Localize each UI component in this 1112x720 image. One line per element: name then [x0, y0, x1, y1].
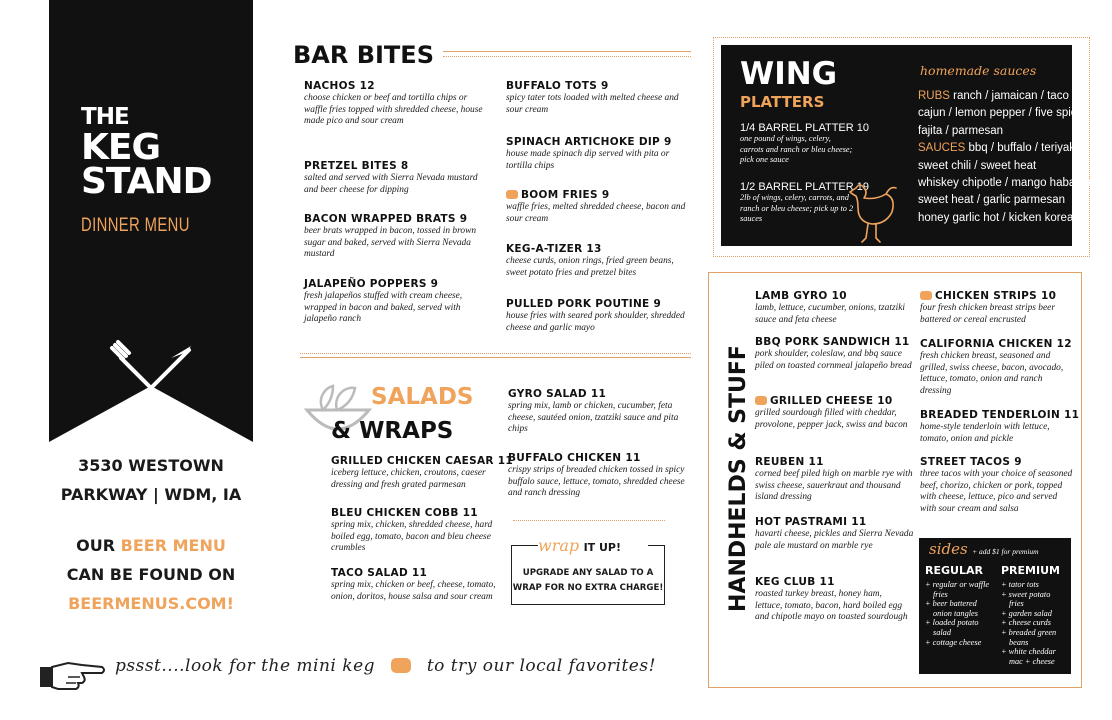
side-item: + cottage cheese [925, 637, 982, 647]
handhelds-heading: HANDHELDS & STUFF [726, 345, 751, 612]
salads-heading: SALADS [371, 384, 474, 410]
bar-bites-rule-dotted [443, 56, 691, 57]
menu-item [508, 452, 688, 500]
brand-banner [49, 0, 253, 442]
side-item: fries [1009, 599, 1024, 609]
sauce-line: whiskey chipotle / mango habanero [918, 177, 1099, 190]
platter-item [740, 181, 869, 225]
item-title: KEG CLUB 11 [755, 576, 835, 588]
item-desc: waffle fries, melted shredded cheese, bacon and sour cream [506, 202, 686, 224]
side-item: fries [933, 589, 948, 599]
item-desc: lamb, lettuce, cucumber, onions, tzatziki sauce and feta cheese [755, 303, 905, 325]
item-desc: house fries with seared pork shoulder, shredded cheese and garlic mayo [506, 311, 685, 333]
platter-title: 1/2 BARREL PLATTER 19 [740, 181, 869, 193]
platter-item [740, 122, 869, 166]
premium-list [1001, 580, 1069, 666]
item-title-text: BOOM FRIES 9 [521, 189, 610, 201]
item-title: BLEU CHICKEN COBB 11 [331, 507, 478, 519]
address [49, 451, 253, 509]
item-title: PULLED PORK POUTINE 9 [506, 298, 662, 310]
item-title: REUBEN 11 [755, 456, 824, 468]
mini-keg-icon [506, 190, 518, 199]
side-item: + cheese curds [1001, 618, 1051, 628]
platter-desc: one pound of wings, celery, carrots and ranch or bleu cheese; pick one sauce [740, 134, 853, 164]
item-title: GYRO SALAD 11 [508, 388, 607, 400]
item-title: STREET TACOS 9 [920, 456, 1022, 468]
item-title [920, 290, 1075, 303]
menu-item [506, 243, 686, 279]
sauce-line: sweet heat / garlic parmesan [918, 194, 1066, 207]
item-title [755, 395, 915, 408]
wrap-divider [513, 520, 665, 521]
menu-item [506, 80, 686, 116]
address-line1: 3530 WESTOWN [78, 456, 224, 475]
sauce-line [918, 88, 1098, 105]
side-item: + regular or waffle [925, 580, 990, 589]
side-item: onion tangles [933, 608, 978, 618]
item-desc: beer brats wrapped in bacon, tossed in brown sugar and baked, served with Sierra Nevada mustard [304, 226, 477, 260]
item-desc: spring mix, chicken or beef, cheese, tomato, onion, doritos, house salsa and sour cream [331, 580, 496, 602]
item-title: PRETZEL BITES 8 [304, 160, 409, 172]
regular-heading: REGULAR [925, 564, 983, 577]
side-item: + sweet potato [1001, 589, 1051, 599]
mini-keg-icon [391, 658, 411, 673]
menu-item [304, 80, 484, 128]
side-item: mac + cheese [1009, 656, 1055, 666]
item-desc: crispy strips of breaded chicken tossed in spicy buffalo sauce, lettuce, tomato, shredded cheese and ranch dressing [508, 465, 685, 499]
menu-item [920, 290, 1075, 326]
item-desc: corned beef piled high on marble rye with swiss cheese, sauerkraut and thousand island dressing [755, 469, 913, 503]
sauce-line: honey garlic hot / kicken korean [918, 211, 1080, 224]
item-title-text: CHICKEN STRIPS 10 [935, 290, 1057, 302]
sauce-line: cajun / lemon pepper / five spice [918, 107, 1083, 120]
menu-item [506, 189, 686, 225]
item-desc: grilled sourdough filled with cheddar, provolone, pepper jack, swiss and bacon [755, 408, 908, 430]
sauce-line: sweet chili / sweet heat [918, 159, 1037, 172]
item-title: SPINACH ARTICHOKE DIP 9 [506, 136, 672, 148]
bar-bites-heading: BAR BITES [293, 41, 434, 69]
item-desc: iceberg lettuce, chicken, croutons, caeser dressing and fresh grated parmesan [331, 468, 486, 490]
beer-menu-note [49, 531, 253, 618]
item-desc: fresh jalapeños stuffed with cream cheese, wrapped in bacon and baked, served with jalapeño ranch [304, 291, 463, 325]
sauce-line-text: bbq / buffalo / teriyaki [968, 142, 1078, 155]
sauces-label: SAUCES [918, 142, 966, 155]
menu-item [920, 456, 1075, 515]
item-title: BREADED TENDERLOIN 11 [920, 409, 1080, 421]
item-title [506, 189, 686, 202]
wrap-text [511, 566, 665, 596]
item-title: TACO SALAD 11 [331, 567, 428, 579]
rubs-label: RUBS [918, 90, 950, 102]
menu-item [755, 336, 915, 372]
wrap-title-text: IT UP! [583, 541, 622, 554]
item-desc: spring mix, chicken, shredded cheese, hard boiled egg, tomato, bacon and bleu cheese crumbles [331, 520, 493, 554]
menu-subtitle: DINNER MENU [81, 215, 190, 236]
item-title: GRILLED CHICKEN CAESAR 11 [331, 455, 513, 467]
footer-note-a: pssst....look for the mini keg [115, 656, 376, 676]
menu-item [331, 567, 501, 603]
item-desc: four fresh chicken breast strips beer battered or cereal encrusted [920, 303, 1055, 325]
sides-note: + add $1 for premium [972, 547, 1039, 556]
item-desc: three tacos with your choice of seasoned beef, chorizo, chicken or pork, topped with cheese, lettuce, pico and served with sour cream and salsa [920, 469, 1073, 514]
sauce-list [918, 88, 1098, 227]
beer-menu-line1 [49, 531, 253, 560]
sides-title: sides [929, 540, 968, 558]
menu-item [304, 213, 484, 261]
beer-menu-line1-a: OUR [76, 536, 121, 555]
item-title-text: GRILLED CHEESE 10 [770, 395, 893, 407]
sauce-line-text: ranch / jamaican / taco [953, 90, 1069, 102]
section-divider [300, 353, 691, 354]
platter-desc: 2lb of wings, celery, carrots, and ranch or bleu cheese; pick up to 2 sauces [740, 193, 854, 223]
brand-stand: STAND [81, 161, 212, 202]
menu-item [755, 290, 915, 326]
brand-the: THE [81, 104, 129, 130]
wrap-title [538, 536, 648, 554]
menu-item [920, 409, 1080, 445]
menu-item [755, 516, 915, 552]
beer-menu-line2: CAN BE FOUND ON [66, 565, 236, 584]
footer-note [115, 656, 656, 676]
item-title: BUFFALO TOTS 9 [506, 80, 609, 92]
sides-header [929, 540, 1039, 559]
item-desc: roasted turkey breast, honey ham, lettuce, tomato, bacon, hard boiled egg and chipotle mayo on toasted sourdough [755, 589, 908, 623]
side-item: + garden salad [1001, 608, 1052, 618]
item-desc: house made spinach dip served with pita or tortilla chips [506, 149, 670, 171]
wrap-line2: WRAP FOR NO EXTRA CHARGE! [512, 583, 664, 593]
pointing-hand-icon [38, 655, 106, 695]
menu-item [304, 278, 484, 326]
item-title: JALAPEÑO POPPERS 9 [304, 278, 439, 290]
menu-item [506, 298, 686, 334]
brand-keg: KEG [81, 127, 161, 168]
platter-title: 1/4 BARREL PLATTER 10 [740, 122, 869, 134]
item-title: BUFFALO CHICKEN 11 [508, 452, 641, 464]
side-item: + white cheddar [1001, 647, 1056, 657]
wrap-line1: UPGRADE ANY SALAD TO A [522, 568, 654, 578]
regular-list [925, 580, 997, 647]
sides-box [919, 538, 1071, 674]
address-line2: PARKWAY | WDM, IA [60, 485, 242, 504]
side-item: beans [1009, 637, 1029, 647]
menu-item [755, 576, 910, 624]
premium-heading: PREMIUM [1001, 564, 1060, 577]
bar-bites-rule [443, 51, 691, 52]
side-item: + tator tots [1001, 580, 1039, 589]
item-title: BBQ PORK SANDWICH 11 [755, 336, 910, 348]
side-item: salad [933, 627, 951, 637]
mini-keg-icon [920, 291, 932, 300]
item-title: NACHOS 12 [304, 80, 375, 92]
beer-menu-url[interactable]: BEERMENUS.COM! [68, 594, 234, 613]
side-item: + loaded potato [925, 618, 979, 628]
menu-item [331, 455, 511, 491]
item-desc: choose chicken or beef and tortilla chips or waffle fries topped with shredded cheese, house made pico and sour cream [304, 93, 483, 127]
sauce-line [918, 140, 1098, 157]
chicken-icon [846, 180, 902, 248]
wrap-script: wrap [538, 536, 580, 555]
menu-item [920, 338, 1075, 397]
item-desc: cheese curds, onion rings, fried green beans, sweet potato fries and pretzel bites [506, 256, 674, 278]
sauce-line: fajita / parmesan [918, 124, 1004, 137]
item-desc: spicy tater tots loaded with melted cheese and sour cream [506, 93, 679, 115]
section-divider-solid [300, 357, 691, 358]
menu-item [506, 136, 686, 172]
sauces-heading: homemade sauces [920, 63, 1037, 78]
item-desc: havarti cheese, pickles and Sierra Nevada pale ale mustard on marble rye [755, 529, 914, 551]
item-desc: home-style tenderloin with lettuce, tomato, onion and pickle [920, 422, 1050, 444]
footer-note-b: to try our local favorites! [426, 656, 656, 676]
item-title: CALIFORNIA CHICKEN 12 [920, 338, 1072, 350]
item-desc: spring mix, lamb or chicken, cucumber, feta cheese, sautéed onion, tzatziki sauce and pita chips [508, 401, 679, 435]
menu-item [755, 456, 915, 504]
side-item: + beer battered [925, 599, 977, 609]
wraps-heading: & WRAPS [331, 418, 454, 444]
mini-keg-icon [755, 396, 767, 405]
menu-item [755, 395, 915, 431]
wing-title: WING [740, 56, 838, 92]
item-desc: pork shoulder, coleslaw, and bbq sauce piled on toasted cornmeal jalapeño bread [755, 349, 912, 371]
item-desc: fresh chicken breast, seasoned and grilled, swiss cheese, bacon, avocado, lettuce, tomato, onion and ranch dressing [920, 351, 1064, 396]
menu-item [508, 388, 683, 436]
beer-menu-highlight: BEER MENU [120, 536, 226, 555]
menu-item [304, 160, 484, 196]
item-title: HOT PASTRAMI 11 [755, 516, 867, 528]
item-desc: salted and served with Sierra Nevada mustard and beer cheese for dipping [304, 173, 478, 195]
item-title: LAMB GYRO 10 [755, 290, 847, 302]
side-item: + breaded green [1001, 627, 1057, 637]
item-title: KEG-A-TIZER 13 [506, 243, 602, 255]
platters-title: PLATTERS [740, 93, 825, 111]
item-title: BACON WRAPPED BRATS 9 [304, 213, 468, 225]
menu-item [331, 507, 501, 555]
